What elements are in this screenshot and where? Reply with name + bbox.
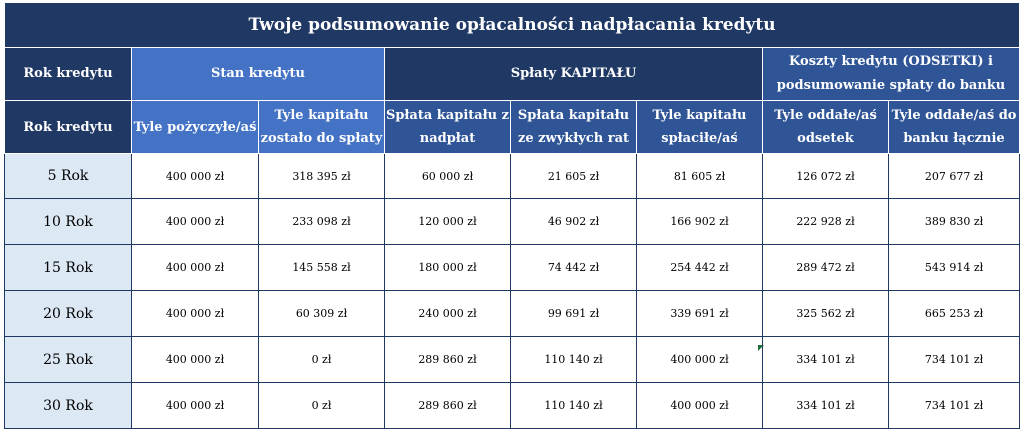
table-cell: 254 442 zł (637, 245, 763, 291)
year-cell: 25 Rok (5, 337, 132, 383)
group-header-year: Rok kredytu (5, 48, 132, 101)
table-cell: 543 914 zł (889, 245, 1020, 291)
column-header-total: Tyle oddałe/aś do banku łącznie (889, 101, 1020, 154)
table-cell: 60 309 zł (259, 291, 385, 337)
table-row (5, 154, 1020, 199)
table-cell: 120 000 zł (385, 199, 511, 245)
table-cell: 400 000 zł (132, 154, 259, 199)
table-cell: 289 472 zł (763, 245, 889, 291)
table-row (5, 245, 1020, 291)
table-cell: 325 562 zł (763, 291, 889, 337)
table-cell: 207 677 zł (889, 154, 1020, 199)
table-cell: 339 691 zł (637, 291, 763, 337)
table-cell: 400 000 zł (637, 337, 763, 383)
column-header-repaid: Tyle kapitału spłaciłe/aś (637, 101, 763, 154)
table-cell: 110 140 zł (511, 337, 637, 383)
table-cell: 222 928 zł (763, 199, 889, 245)
table-cell: 318 395 zł (259, 154, 385, 199)
table-cell: 46 902 zł (511, 199, 637, 245)
column-header-borrowed: Tyle pożyczyłe/aś (132, 101, 259, 154)
column-header-year: Rok kredytu (5, 101, 132, 154)
column-header-interest: Tyle oddałe/aś odsetek (763, 101, 889, 154)
table-cell: 389 830 zł (889, 199, 1020, 245)
table-cell: 110 140 zł (511, 383, 637, 429)
table-cell: 81 605 zł (637, 154, 763, 199)
column-header-overpayment: Spłata kapitału z nadpłat (385, 101, 511, 154)
column-header-remaining: Tyle kapitału zostało do spłaty (259, 101, 385, 154)
table-cell: 400 000 zł (132, 383, 259, 429)
table-title: Twoje podsumowanie opłacalności nadpłacania kredytu (5, 3, 1020, 48)
table-cell: 289 860 zł (385, 337, 511, 383)
year-cell: 20 Rok (5, 291, 132, 337)
year-cell: 15 Rok (5, 245, 132, 291)
table-cell: 145 558 zł (259, 245, 385, 291)
group-header-splaty: Spłaty KAPITAŁU (385, 48, 763, 101)
table-cell: 0 zł (259, 383, 385, 429)
table-cell: 99 691 zł (511, 291, 637, 337)
table-row (5, 199, 1020, 245)
group-header-koszty: Koszty kredytu (ODSETKI) i podsumowanie spłaty do banku (763, 48, 1020, 101)
table-cell: 74 442 zł (511, 245, 637, 291)
summary-table (4, 2, 1020, 429)
table-cell: 240 000 zł (385, 291, 511, 337)
cell-comment-marker (758, 345, 764, 351)
column-header-regular: Spłata kapitału ze zwykłych rat (511, 101, 637, 154)
table-cell: 289 860 zł (385, 383, 511, 429)
table-row (5, 337, 1020, 383)
year-cell: 30 Rok (5, 383, 132, 429)
table-cell: 400 000 zł (132, 337, 259, 383)
year-cell: 5 Rok (5, 154, 132, 199)
table-cell: 0 zł (259, 337, 385, 383)
table-cell: 180 000 zł (385, 245, 511, 291)
table-row (5, 291, 1020, 337)
table-row (5, 383, 1020, 429)
table-cell: 734 101 zł (889, 383, 1020, 429)
table-cell: 126 072 zł (763, 154, 889, 199)
table-cell: 334 101 zł (763, 383, 889, 429)
year-cell: 10 Rok (5, 199, 132, 245)
table-cell: 60 000 zł (385, 154, 511, 199)
table-cell: 334 101 zł (763, 337, 889, 383)
table-cell: 400 000 zł (132, 199, 259, 245)
table-cell: 400 000 zł (132, 291, 259, 337)
group-header-stan: Stan kredytu (132, 48, 385, 101)
table-cell: 400 000 zł (132, 245, 259, 291)
table-cell: 400 000 zł (637, 383, 763, 429)
table-cell: 233 098 zł (259, 199, 385, 245)
table-cell: 665 253 zł (889, 291, 1020, 337)
summary-table-container (4, 2, 1019, 429)
table-cell: 166 902 zł (637, 199, 763, 245)
table-cell: 21 605 zł (511, 154, 637, 199)
table-cell: 734 101 zł (889, 337, 1020, 383)
